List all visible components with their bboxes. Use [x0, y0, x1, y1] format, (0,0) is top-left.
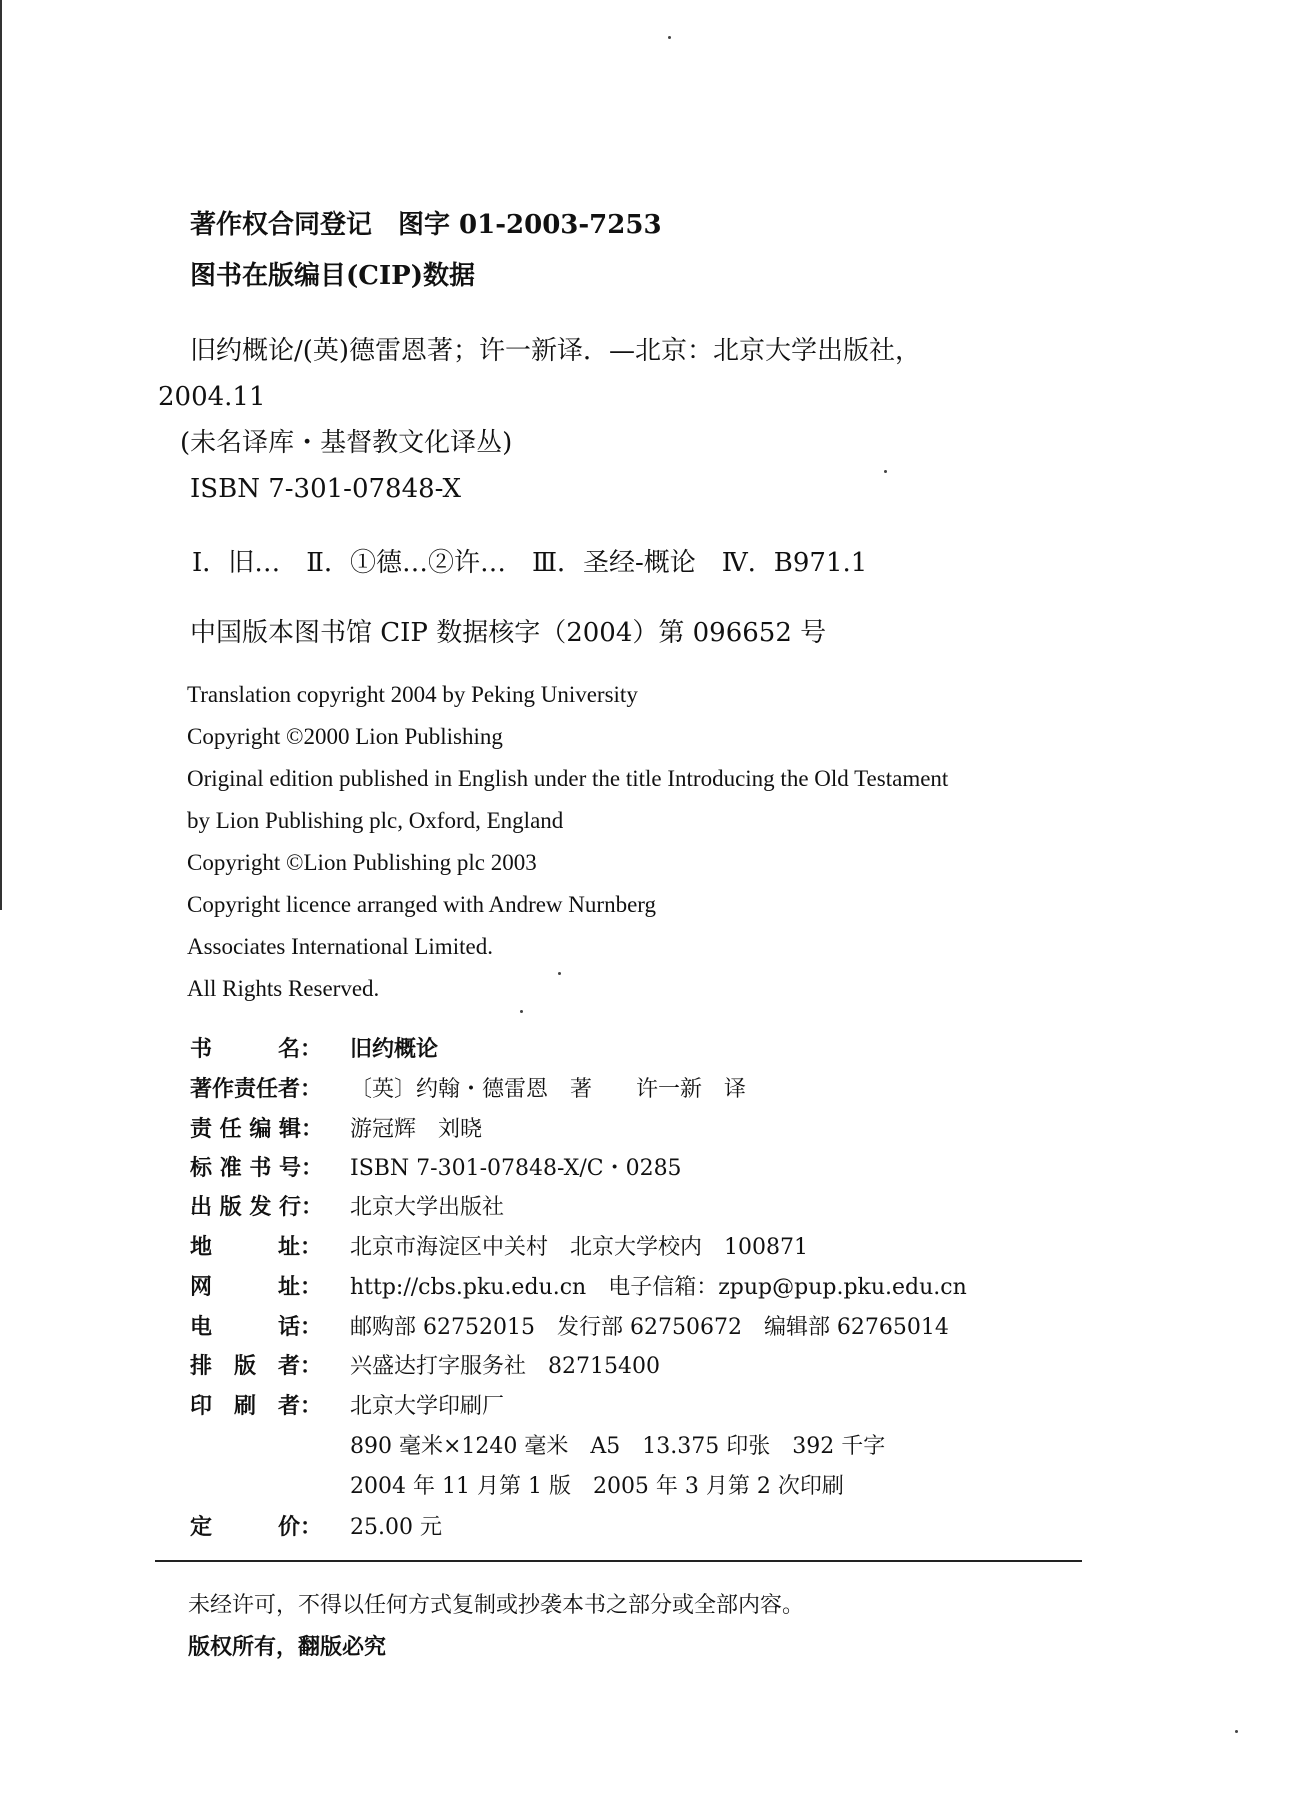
english-copyright-line: Original edition published in English under the title Introducing the Old Testament [187, 766, 949, 791]
scan-speck [1235, 1730, 1238, 1733]
cip-series: (未名译库・基督教文化译丛) [180, 428, 513, 458]
english-copyright-line: Copyright ©2000 Lion Publishing [187, 724, 503, 749]
book-info-value: 北京大学出版社 [350, 1195, 505, 1220]
book-info-label: 书 名： [190, 1036, 323, 1062]
book-info-row [190, 1118, 482, 1141]
english-copyright-line: All Rights Reserved. [187, 976, 380, 1001]
scan-speck [884, 470, 887, 473]
book-info-label: 地 址： [190, 1234, 323, 1260]
book-info-row [190, 1078, 746, 1101]
english-copyright-line: Associates International Limited. [187, 934, 493, 959]
scan-speck [558, 972, 561, 975]
english-copyright-line: Copyright ©Lion Publishing plc 2003 [187, 850, 537, 875]
rights-reserved: 版权所有，翻版必究 [188, 1634, 387, 1660]
book-info-label: 排 版 者： [190, 1353, 323, 1379]
book-info-label: 网 址： [190, 1274, 323, 1300]
footer-divider [155, 1560, 1082, 1562]
book-info-value: 北京大学印刷厂 [350, 1394, 505, 1419]
book-info-row [190, 1516, 442, 1539]
book-info-value: 〔英〕约翰・德雷恩 著 许一新 译 [350, 1077, 747, 1102]
cip-title: 图书在版编目(CIP)数据 [190, 261, 476, 291]
cip-isbn: ISBN 7-301-07848-X [190, 474, 462, 504]
book-info-value: 北京市海淀区中关村 北京大学校内 100871 [350, 1235, 808, 1260]
book-info-row [190, 1157, 682, 1180]
cip-entry-line2: 2004.11 [158, 382, 266, 412]
book-info-row [190, 1236, 808, 1259]
book-info-value: http://cbs.pku.edu.cn 电子信箱：zpup@pup.pku.edu.cn [350, 1275, 967, 1300]
book-info-row [190, 1476, 844, 1498]
book-info-value: ISBN 7-301-07848-X/C・0285 [350, 1156, 682, 1181]
book-info-row [190, 1395, 504, 1418]
book-info-value: 旧约概论 [350, 1036, 439, 1062]
book-info-value: 2004 年 11 月第 1 版 2005 年 3 月第 2 次印刷 [350, 1474, 844, 1499]
book-info-row [190, 1038, 438, 1061]
book-info-label: 标 准 书 号： [190, 1155, 323, 1181]
book-info-value: 游冠辉 刘晓 [350, 1117, 483, 1142]
book-info-value: 890 毫米×1240 毫米 A5 13.375 印张 392 千字 [350, 1434, 886, 1459]
book-info-row [190, 1316, 949, 1339]
book-info-row [190, 1436, 885, 1458]
book-info-label: 电 话： [190, 1314, 323, 1340]
book-info-label: 定 价： [190, 1514, 323, 1540]
book-info-value: 25.00 元 [350, 1515, 442, 1540]
copyright-registration: 著作权合同登记 图字 01-2003-7253 [190, 210, 662, 240]
book-info-row [190, 1196, 504, 1219]
book-info-label: 责 任 编 辑： [190, 1116, 323, 1142]
cip-classification: Ⅰ．旧… Ⅱ．①德…②许… Ⅲ．圣经-概论 Ⅳ．B971.1 [192, 548, 868, 578]
book-info-value: 兴盛达打字服务社 82715400 [350, 1354, 660, 1379]
book-info-row [190, 1276, 967, 1299]
scan-speck [668, 36, 671, 39]
book-info-row [190, 1355, 660, 1378]
reproduction-notice: 未经许可，不得以任何方式复制或抄袭本书之部分或全部内容。 [188, 1593, 805, 1618]
english-copyright-line: Translation copyright 2004 by Peking University [187, 682, 638, 707]
cip-data-check: 中国版本图书馆 CIP 数据核字（2004）第 096652 号 [190, 618, 827, 648]
english-copyright-line: Copyright licence arranged with Andrew Nurnberg [187, 892, 657, 917]
page-edge-shadow [0, 0, 2, 910]
english-copyright-line: by Lion Publishing plc, Oxford, England [187, 808, 564, 833]
book-info-value: 邮购部 62752015 发行部 62750672 编辑部 62765014 [350, 1315, 949, 1340]
scan-speck [520, 1010, 523, 1013]
book-info-label: 印 刷 者： [190, 1393, 323, 1419]
book-info-label: 著作责任者： [190, 1076, 323, 1102]
cip-entry-line1: 旧约概论/(英)德雷恩著；许一新译．—北京：北京大学出版社， [190, 336, 922, 366]
book-info-label: 出 版 发 行： [190, 1194, 323, 1220]
